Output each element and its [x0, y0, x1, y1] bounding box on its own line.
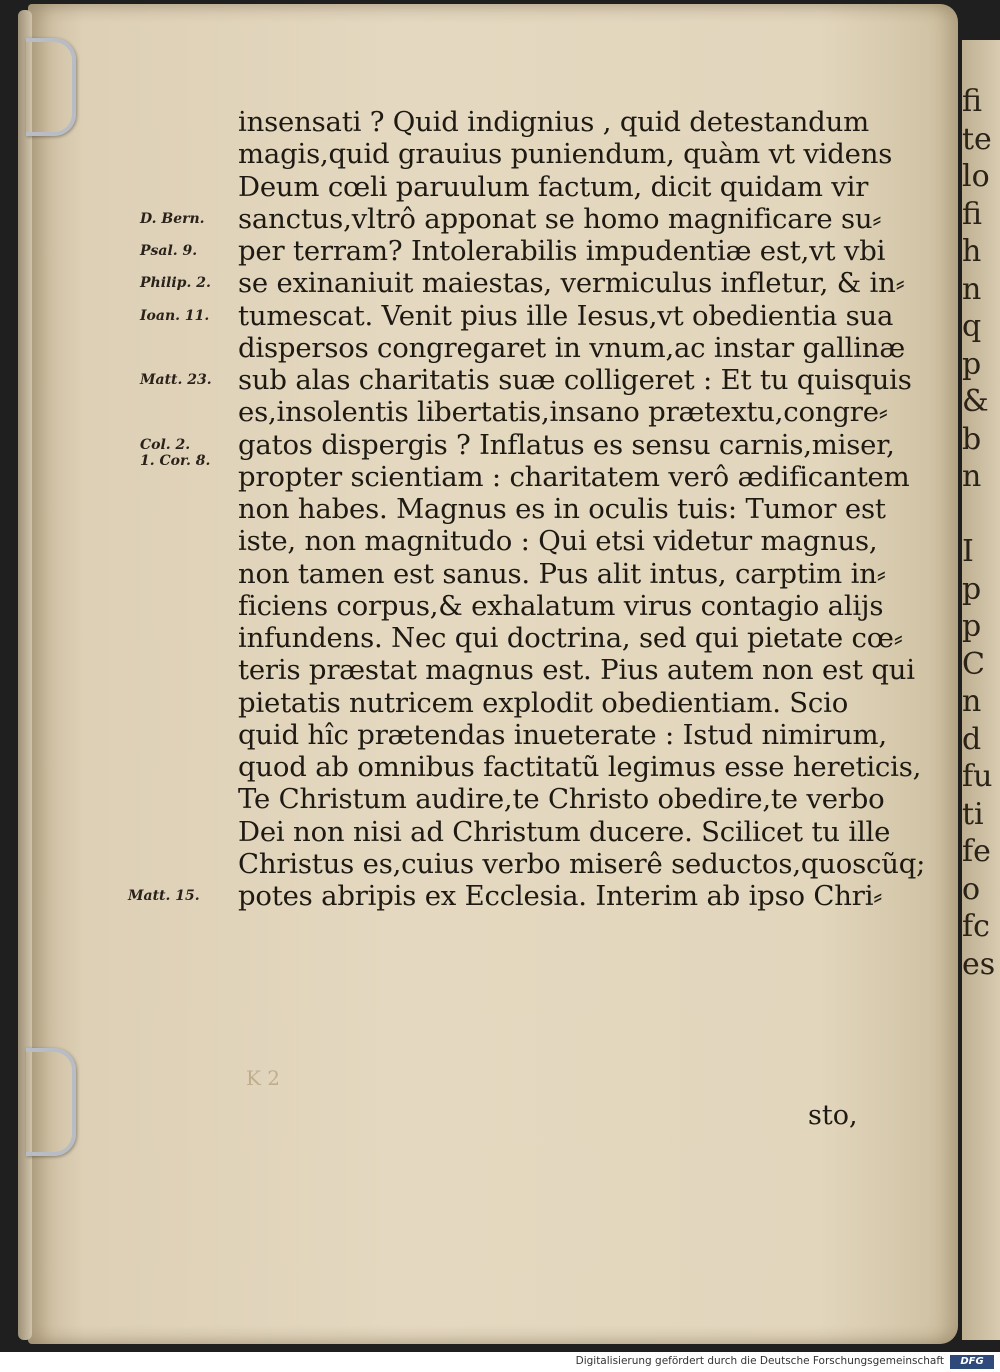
facing-page-fragment: n [962, 684, 982, 719]
facing-page-fragment: o [962, 871, 981, 907]
text-line: per terram? Intolerabilis impudentiæ est,vt vbi [238, 235, 886, 267]
facing-page-fragment: h [962, 234, 982, 269]
margin-note: Philip. 2. [140, 275, 211, 292]
text-line: ficiens corpus,& exhalatum virus contagio alijs [238, 589, 884, 622]
margin-note: Ioan. 11. [140, 307, 210, 324]
text-line: quod ab omnibus factitatũ legimus esse hereticis, [238, 751, 922, 783]
body-text [238, 106, 926, 912]
text-line: quid hîc prætendas inueterate : Istud nimirum, [238, 718, 887, 751]
margin-note: Psal. 9. [140, 243, 198, 259]
text-line: infundens. Nec qui doctrina, sed qui pietate cœ⸗ [238, 622, 903, 654]
dfg-logo-icon: DFG [950, 1355, 994, 1369]
margin-note: Col. 2. [140, 436, 191, 453]
text-line: sub alas charitatis suæ colligeret : Et tu quisquis [238, 364, 912, 396]
text-line: teris præstat magnus est. Pius autem non est qui [238, 654, 915, 687]
facing-page-fragment: ti [962, 796, 984, 832]
text-line: propter scientiam : charitatem verô ædificantem [238, 460, 910, 493]
facing-page-fragment: lo [962, 159, 990, 194]
text-line: pietatis nutricem explodit obedientiam. Scio [238, 686, 849, 719]
facing-page-fragment: C [962, 646, 985, 682]
facing-page-fragment: fc [962, 909, 990, 944]
text-line: se exinaniuit maiestas, vermiculus infletur, & in⸗ [238, 267, 905, 300]
facing-page-fragment: n [962, 459, 982, 494]
margin-note: 1. Cor. 8. [140, 452, 211, 469]
text-line: Christus es,cuius verbo miserê seductos,quoscũq; [238, 847, 926, 880]
facing-page-fragment: es [962, 946, 996, 982]
footer-credit: Digitalisierung gefördert durch die Deutsche Forschungsgemeinschaft [575, 1355, 944, 1367]
text-line: dispersos congregaret in vnum,ac instar gallinæ [238, 331, 906, 364]
text-line: magis,quid grauius puniendum, quàm vt videns [238, 138, 893, 171]
margin-note: Matt. 23. [140, 372, 212, 388]
text-line: gatos dispergis ? Inflatus es sensu carnis,miser, [238, 428, 895, 461]
binder-clip-bottom-icon [26, 1048, 76, 1156]
facing-page-fragment: p [962, 346, 982, 382]
facing-page-fragment: fu [962, 759, 993, 794]
text-line: es,insolentis libertatis,insano prætextu,congre⸗ [238, 396, 888, 429]
facing-page-fragment: & [962, 384, 989, 419]
text-line: Dei non nisi ad Christum ducere. Scilicet tu ille [238, 815, 891, 848]
facing-page-fragment: p [962, 571, 982, 607]
text-line: Te Christum audire,te Christo obedire,te verbo [238, 783, 885, 816]
text-line: non tamen est sanus. Pus alit intus, carptim in⸗ [238, 557, 886, 590]
facing-page-fragment: d [962, 721, 982, 757]
facing-page-fragment: fi [962, 84, 983, 119]
facing-page-fragment: fe [962, 834, 991, 869]
catchword: sto, [808, 1100, 858, 1131]
text-line: non habes. Magnus es in oculis tuis: Tumor est [238, 493, 886, 525]
text-line: iste, non magnitudo : Qui etsi videtur magnus, [238, 525, 878, 558]
facing-page-fragment: q [962, 309, 982, 344]
footer-bar [0, 1352, 1000, 1372]
facing-page-fragment: I [962, 534, 974, 569]
facing-page-fragment: te [962, 121, 992, 157]
text-line: potes abripis ex Ecclesia. Interim ab ipso Chri⸗ [238, 880, 883, 912]
text-line: sanctus,vltrô apponat se homo magnificare su⸗ [238, 202, 882, 235]
text-line: insensati ? Quid indignius , quid detestandum [238, 106, 869, 138]
margin-note: D. Bern. [140, 210, 205, 227]
margin-note: Matt. 15. [128, 888, 200, 904]
facing-page-fragment: b [962, 421, 982, 457]
signature-mark: K 2 [246, 1066, 281, 1090]
text-line: tumescat. Venit pius ille Iesus,vt obedientia sua [238, 299, 894, 332]
facing-page-edge [962, 40, 1000, 1340]
text-line: Deum cœli paruulum factum, dicit quidam vir [238, 170, 869, 203]
facing-page-fragment: n [962, 271, 982, 307]
facing-page-fragment [962, 497, 1000, 533]
facing-page-fragment: fi [962, 196, 983, 232]
binder-clip-top-icon [26, 38, 76, 136]
facing-page-fragment: p [962, 609, 982, 644]
